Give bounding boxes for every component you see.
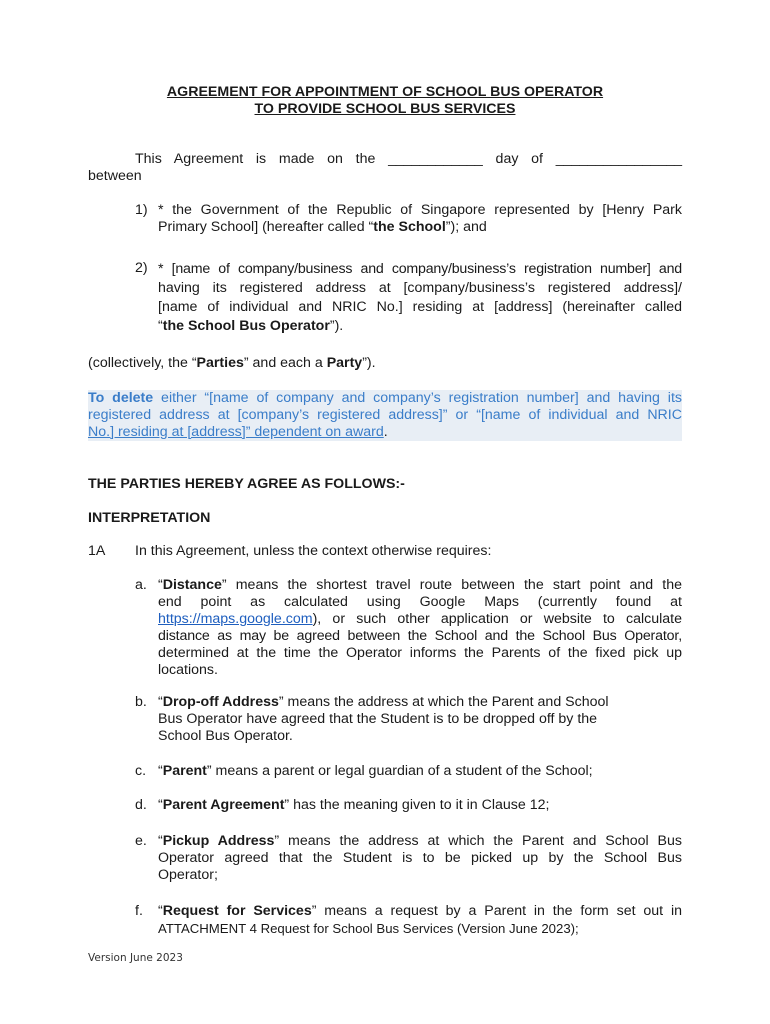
drafting-note-line-2: registered address at [company’s registered address]” or “[name of individual and NRIC [88, 407, 682, 423]
google-maps-link[interactable]: https://maps.google.com [158, 611, 313, 627]
def-b-label: b. [135, 694, 147, 710]
party-2-line-4 [158, 317, 682, 336]
collective-mid: ” and each a [243, 355, 327, 371]
def-a-label: a. [135, 577, 147, 593]
drafting-note-line-1-rest: either “[name of company and company’s registration number] and having its [153, 390, 682, 406]
def-a-line-1 [158, 577, 682, 594]
def-a-line-6: locations. [158, 662, 218, 678]
party-2-line-2: having its registered address at [company/business’s registered address]/ [158, 280, 682, 296]
drafting-note-line-3 [88, 424, 682, 441]
def-f-line-2: ATTACHMENT 4 Request for School Bus Services (Version June 2023); [158, 921, 579, 936]
party-2-line-1: * [name of company/business and company/business’s registration number] and [158, 261, 682, 277]
party-1-line-2 [158, 219, 682, 236]
def-d-rest: ” has the meaning given to it in Clause 12; [284, 797, 550, 813]
party-2-number: 2) [135, 260, 148, 276]
def-e-line-2: Operator agreed that the Student is to be picked up by the School Bus [158, 850, 682, 866]
def-f-quote: “ [158, 903, 163, 919]
party-1-text [158, 202, 682, 236]
def-b-text [158, 694, 658, 745]
party-1-line-2-post: ”); and [445, 219, 487, 235]
document-title-line-1: AGREEMENT FOR APPOINTMENT OF SCHOOL BUS OPERATOR [166, 84, 604, 100]
collective-term-party: Party [326, 355, 363, 371]
def-f-label: f. [135, 903, 143, 919]
def-f-text [158, 903, 682, 937]
def-b-line-1 [158, 694, 658, 711]
def-f-line-1 [158, 903, 682, 920]
intro-line-2: between [88, 168, 142, 184]
def-e-text [158, 833, 682, 884]
def-c-label: c. [135, 763, 147, 779]
def-d-term: Parent Agreement [162, 797, 285, 813]
collective-definition [88, 355, 376, 372]
def-e-quote: “ [158, 833, 163, 849]
party-2-line-4-pre: “ [158, 318, 163, 334]
collective-pre: (collectively, the “ [88, 355, 197, 371]
def-a-line-2: end point as calculated using Google Maps (currently found at [158, 594, 682, 610]
def-e-line-1 [158, 833, 682, 850]
def-d-quote: “ [158, 797, 163, 813]
def-c-rest: ” means a parent or legal guardian of a student of the School; [206, 763, 593, 779]
def-c-text [158, 763, 593, 780]
def-f-line-1-rest: ” means a request by a Parent in the form set out in [311, 903, 683, 919]
heading-interpretation: INTERPRETATION [88, 510, 211, 526]
party-1-line-2-pre: Primary School] (hereafter called “ [158, 219, 374, 235]
party-1-line-1: * the Government of the Republic of Singapore represented by [Henry Park [158, 202, 682, 218]
def-d-label: d. [135, 797, 147, 813]
def-a-line-1-rest: ” means the shortest travel route between the start point and the [221, 577, 682, 593]
def-a-line-4: distance as may be agreed between the School and the School Bus Operator, [158, 628, 682, 644]
def-b-line-2: Bus Operator have agreed that the Student is to be dropped off by the [158, 711, 598, 727]
def-b-line-1-rest: ” means the address at which the Parent and School [278, 694, 609, 710]
heading-parties-agree: THE PARTIES HEREBY AGREE AS FOLLOWS:- [88, 476, 405, 492]
def-b-line-3: School Bus Operator. [158, 728, 293, 744]
def-b-quote: “ [158, 694, 163, 710]
clause-1a-number: 1A [88, 543, 106, 559]
def-d-text [158, 797, 549, 814]
party-1-defined-term: the School [373, 219, 446, 235]
def-a-quote: “ [158, 577, 163, 593]
intro-line-1: This Agreement is made on the ____________ day of ________________ [135, 151, 682, 167]
version-footer: Version June 2023 [88, 952, 183, 964]
def-a-line-3-rest: ), or such other application or website to calculate [312, 611, 682, 627]
def-f-term: Request for Services [162, 903, 312, 919]
drafting-note-line-1 [88, 390, 682, 407]
def-c-term: Parent [162, 763, 207, 779]
def-b-term: Drop-off Address [162, 694, 279, 710]
def-e-label: e. [135, 833, 147, 849]
party-2-defined-term: the School Bus Operator [162, 318, 330, 334]
party-1-number: 1) [135, 202, 148, 218]
drafting-note [88, 390, 682, 441]
def-a-line-3 [158, 611, 682, 628]
party-2-text [158, 260, 682, 336]
drafting-note-label: To delete [88, 390, 154, 406]
drafting-note-line-3-end: . [383, 424, 388, 440]
def-e-term: Pickup Address [162, 833, 275, 849]
clause-1a-text: In this Agreement, unless the context otherwise requires: [135, 543, 492, 559]
def-a-text [158, 577, 682, 679]
collective-post: ”). [362, 355, 376, 371]
party-2-line-3: [name of individual and NRIC No.] residing at [address] (hereinafter called [158, 299, 682, 315]
def-e-line-1-rest: ” means the address at which the Parent and School Bus [274, 833, 682, 849]
document-title-line-2: TO PROVIDE SCHOOL BUS SERVICES [254, 101, 516, 117]
def-a-term: Distance [162, 577, 222, 593]
def-e-line-3: Operator; [158, 867, 218, 883]
party-2-line-4-post: ”). [329, 318, 344, 334]
drafting-note-line-3-text: No.] residing at [address]” dependent on award [88, 424, 384, 440]
collective-term-parties: Parties [196, 355, 244, 371]
def-c-quote: “ [158, 763, 163, 779]
def-a-line-5: determined at the time the Operator informs the Parents of the fixed pick up [158, 645, 682, 661]
